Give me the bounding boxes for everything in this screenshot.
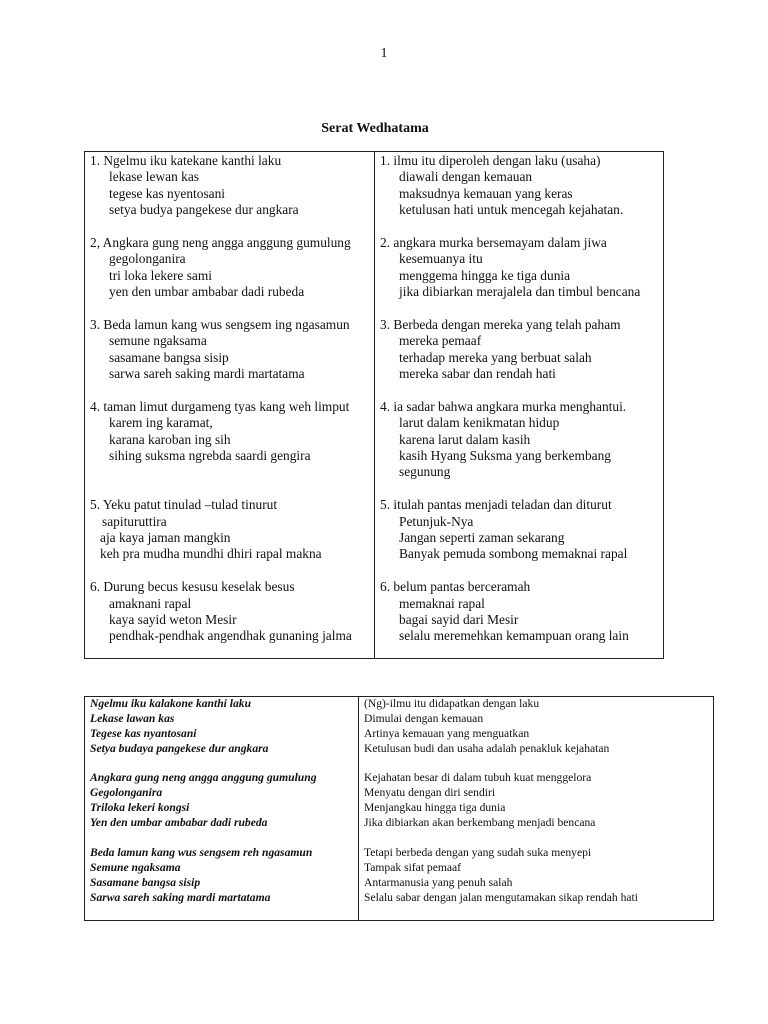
- verse-line: Angkara gung neng angga anggung gumulung: [90, 771, 317, 785]
- verse-line: Selalu sabar dengan jalan mengutamakan sikap rendah hati: [364, 890, 638, 904]
- verse-line: Gegolonganira: [90, 786, 163, 800]
- blank-line: [90, 219, 374, 235]
- blank-line: [90, 563, 374, 579]
- blank-line: [364, 831, 713, 846]
- verse-line: amaknani rapal: [109, 595, 192, 611]
- verse-line: 4. taman limut durgameng tyas kang weh limput: [90, 398, 350, 414]
- verse-line: tegese kas nyentosani: [109, 185, 226, 201]
- blank-line: [90, 757, 358, 772]
- verse-line: Jangan seperti zaman sekarang: [399, 529, 565, 545]
- verse-line: Ngelmu iku kalakone kanthi laku: [90, 697, 252, 710]
- verse-line: larut dalam kenikmatan hidup: [399, 415, 560, 431]
- indonesian-column: [375, 152, 663, 658]
- verse-line: bagai sayid dari Mesir: [399, 611, 519, 627]
- blank-line: [364, 757, 713, 772]
- verse-line: 3. Beda lamun kang wus sengsem ing ngasamun: [90, 316, 350, 332]
- verse-line: karem ing karamat,: [109, 415, 213, 431]
- verse-line: Sasamane bangsa sisip: [90, 875, 201, 889]
- verse-line: mereka pemaaf: [399, 333, 482, 349]
- verse-line: segunung: [399, 464, 451, 480]
- verse-line: 2, Angkara gung neng angga anggung gumulung: [90, 234, 351, 250]
- verse-line: Artinya kemauan yang menguatkan: [364, 726, 530, 740]
- verse-line: 1. Ngelmu iku katekane kanthi laku: [90, 153, 282, 168]
- verse-line: 4. ia sadar bahwa angkara murka menghantui.: [380, 398, 627, 414]
- verse-line: sarwa sareh saking mardi martatama: [109, 366, 305, 382]
- verse-line: Triloka lekeri kongsi: [90, 801, 190, 815]
- verse-line: Setya budaya pangekese dur angkara: [90, 741, 269, 755]
- verse-line: Jika dibiarkan akan berkembang menjadi bencana: [364, 816, 596, 830]
- verse-line: karena larut dalam kasih: [399, 431, 531, 447]
- verse-line: 5. Yeku patut tinulad –tulad tinurut: [90, 497, 278, 513]
- verse-line: keh pra mudha mundhi dhiri rapal makna: [100, 546, 322, 562]
- blank-line: [90, 382, 374, 398]
- verse-line: sapituruttira: [102, 513, 167, 529]
- blank-line: [90, 831, 358, 846]
- verse-line: Antarmanusia yang penuh salah: [364, 875, 513, 889]
- translation-table-2: [84, 696, 714, 921]
- verse-line: diawali dengan kemauan: [399, 169, 533, 185]
- blank-line: [380, 301, 663, 317]
- translation-table-1: [84, 151, 664, 659]
- blank-line: [90, 301, 374, 317]
- verse-line: yen den umbar ambabar dadi rubeda: [109, 284, 305, 300]
- verse-line: tri loka lekere sami: [109, 267, 212, 283]
- verse-line: Petunjuk-Nya: [399, 513, 474, 529]
- verse-line: maksudnya kemauan yang keras: [399, 185, 573, 201]
- page-number: 1: [380, 46, 388, 61]
- verse-line: memaknai rapal: [399, 595, 485, 611]
- verse-line: gegolonganira: [109, 251, 186, 267]
- verse-line: Beda lamun kang wus sengsem reh ngasamun: [90, 845, 313, 859]
- verse-line: lekase lewan kas: [109, 169, 199, 185]
- javanese-column: [85, 697, 359, 920]
- verse-line: kaya sayid weton Mesir: [109, 611, 237, 627]
- verse-line: karana karoban ing sih: [109, 431, 231, 447]
- verse-line: Menyatu dengan diri sendiri: [364, 786, 496, 800]
- verse-line: 6. belum pantas berceramah: [380, 579, 531, 595]
- verse-line: 2. angkara murka bersemayam dalam jiwa: [380, 234, 607, 250]
- verse-line: 1. ilmu itu diperoleh dengan laku (usaha): [380, 153, 601, 168]
- verse-line: Yen den umbar ambabar dadi rubeda: [90, 816, 268, 830]
- blank-line: [90, 481, 374, 497]
- verse-line: pendhak-pendhak angendhak gunaning jalma: [109, 628, 352, 644]
- verse-line: terhadap mereka yang berbuat salah: [399, 349, 592, 365]
- verse-line: 3. Berbeda dengan mereka yang telah paham: [380, 316, 621, 332]
- verse-line: jika dibiarkan merajalela dan timbul bencana: [399, 284, 641, 300]
- verse-line: Menjangkau hingga tiga dunia: [364, 801, 506, 815]
- verse-line: Banyak pemuda sombong memaknai rapal: [399, 546, 628, 562]
- verse-line: setya budya pangekese dur angkara: [109, 202, 299, 218]
- verse-line: Sarwa sareh saking mardi martatama: [90, 890, 271, 904]
- blank-line: [380, 382, 663, 398]
- verse-line: kesemuanya itu: [399, 251, 483, 267]
- verse-line: Tetapi berbeda dengan yang sudah suka menyepi: [364, 845, 592, 859]
- verse-line: Kejahatan besar di dalam tubuh kuat menggelora: [364, 771, 592, 785]
- verse-line: Semune ngaksama: [90, 860, 181, 874]
- verse-line: 6. Durung becus kesusu keselak besus: [90, 579, 295, 595]
- indonesian-column: [359, 697, 713, 920]
- verse-line: menggema hingga ke tiga dunia: [399, 267, 571, 283]
- verse-line: Ketulusan budi dan usaha adalah penakluk kejahatan: [364, 741, 610, 755]
- verse-line: Lekase lawan kas: [90, 711, 175, 725]
- verse-line: 5. itulah pantas menjadi teladan dan diturut: [380, 497, 612, 513]
- verse-line: mereka sabar dan rendah hati: [399, 366, 556, 382]
- verse-line: kasih Hyang Suksma yang berkembang: [399, 448, 611, 464]
- verse-line: sasamane bangsa sisip: [109, 349, 229, 365]
- verse-line: sihing suksma ngrebda saardi gengira: [109, 448, 311, 464]
- blank-line: [90, 464, 374, 480]
- verse-line: ketulusan hati untuk mencegah kejahatan.: [399, 202, 624, 218]
- document-title: Serat Wedhatama: [321, 121, 429, 136]
- blank-line: [380, 219, 663, 235]
- verse-line: Dimulai dengan kemauan: [364, 711, 484, 725]
- javanese-column: [85, 152, 375, 658]
- verse-line: Tegese kas nyantosani: [90, 726, 197, 740]
- verse-line: selalu meremehkan kemampuan orang lain: [399, 628, 629, 644]
- verse-line: (Ng)-ilmu itu didapatkan dengan laku: [364, 697, 540, 710]
- verse-line: semune ngaksama: [109, 333, 207, 349]
- blank-line: [380, 481, 663, 497]
- verse-line: aja kaya jaman mangkin: [100, 529, 231, 545]
- verse-line: Tampak sifat pemaaf: [364, 860, 462, 874]
- blank-line: [380, 563, 663, 579]
